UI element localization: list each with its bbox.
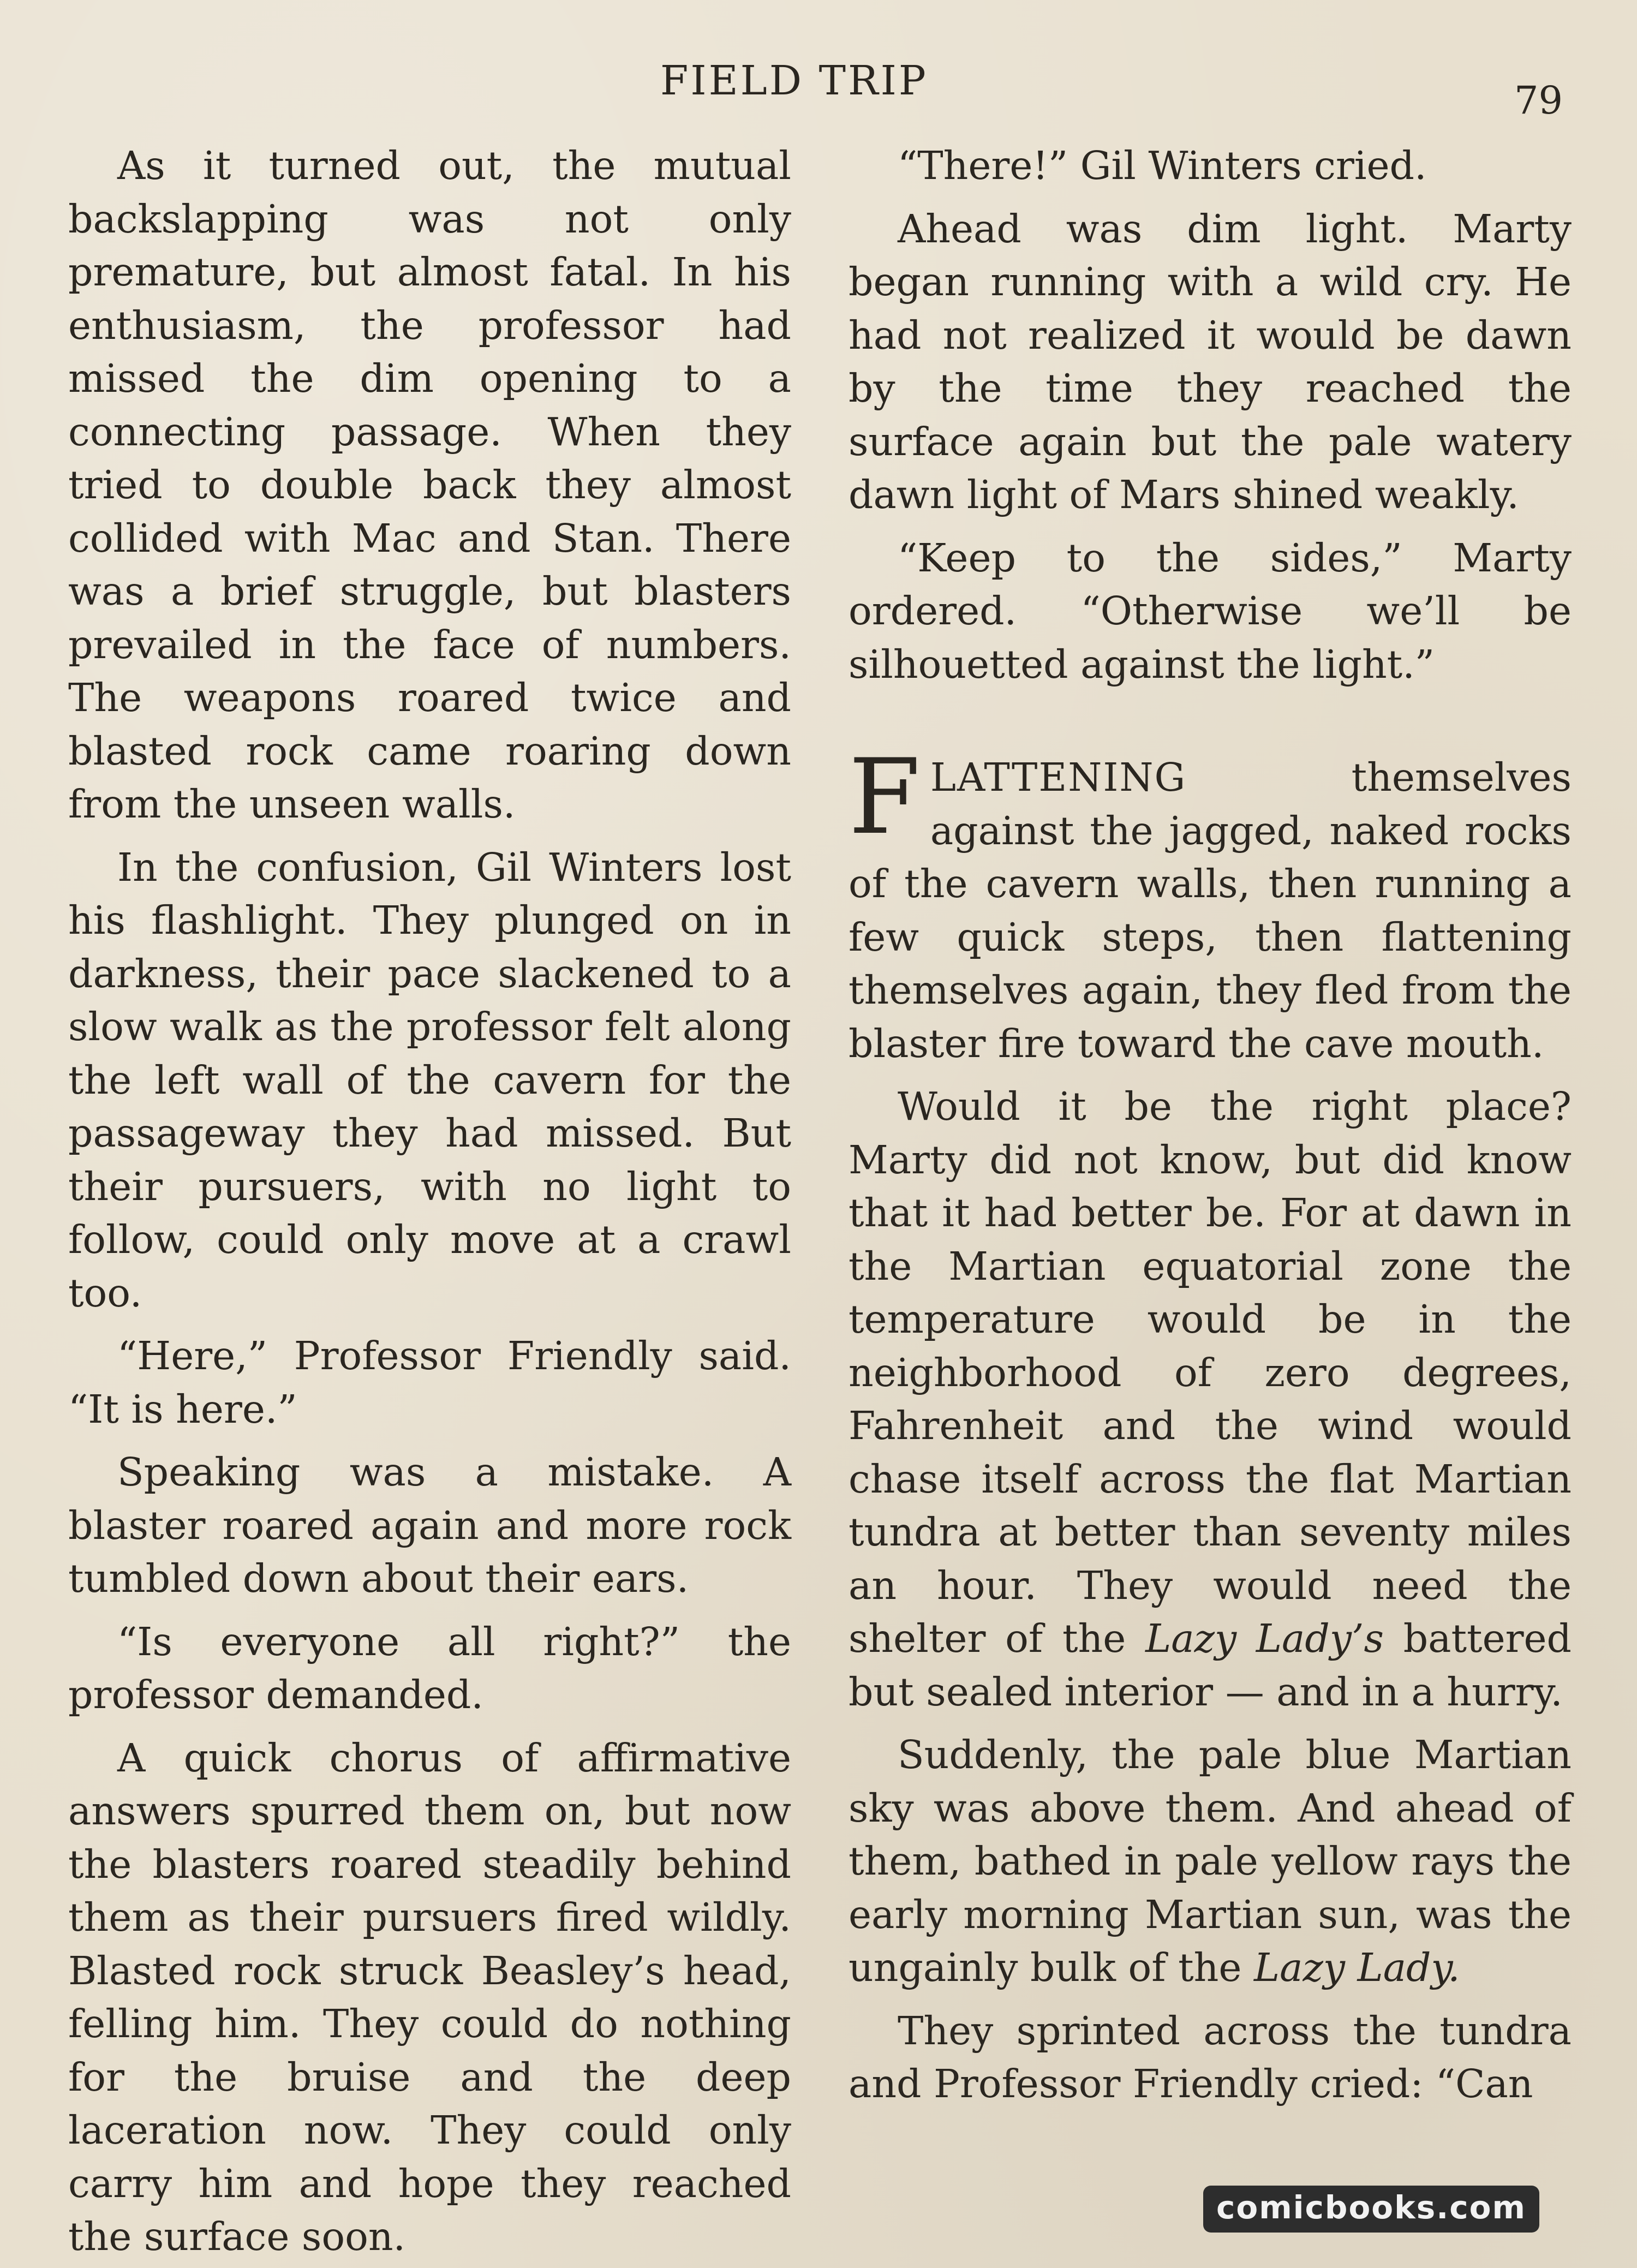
site-watermark: comicbooks.com bbox=[1203, 2186, 1539, 2233]
paragraph: “Is everyone all right?” the professor demanded. bbox=[68, 1619, 791, 1717]
paragraph-text: Would it be the right place? Marty did not know, but did know that it had better be. For at dawn in the Martian equatorial zone the temperature would be in the neighborhood of zero degrees, Fahrenheit and the wind would chase itself across the flat Martian tundra at better than seventy miles an hour. They would need the shelter of the bbox=[849, 1084, 1572, 1661]
paragraph bbox=[849, 1080, 1572, 1718]
page-number: 79 bbox=[1514, 78, 1563, 123]
left-column bbox=[68, 139, 791, 2259]
paragraph-text: battered but sealed interior — and in a hurry. bbox=[849, 1616, 1572, 1715]
paragraph: “Keep to the sides,” Marty ordered. “Otherwise we’ll be silhouetted against the light.” bbox=[849, 535, 1572, 687]
section-opening-paragraph bbox=[849, 737, 1572, 1070]
page-header bbox=[0, 57, 1637, 123]
section-lead-word: LATTENING bbox=[930, 755, 1187, 800]
paragraph: “There!” Gil Winters cried. bbox=[898, 143, 1427, 188]
ship-name: Lazy Lady. bbox=[1253, 1945, 1460, 1990]
paragraph: As it turned out, the mutual backslapping was not only premature, but almost fatal. In his enthusiasm, the professor had missed the dim opening to a connecting passage. When they tried to double back they almost collided with Mac and Stan. There was a brief struggle, but blasters prevailed in the face of numbers. The weapons roared twice and blasted rock came roaring down from the unseen walls. bbox=[68, 143, 791, 827]
paragraph: In the confusion, Gil Winters lost his flashlight. They plunged on in darkness, their pace slackened to a slow walk as the professor felt along the left wall of the cavern for the passageway they had missed. But their pursuers, with no light to follow, could only move at a crawl too. bbox=[68, 844, 791, 1316]
paragraph: Ahead was dim light. Marty began running with a wild cry. He had not realized it would be dawn by the time they reached the surface again but the pale watery dawn light of Mars shined weakly. bbox=[849, 206, 1572, 517]
running-title: FIELD TRIP bbox=[660, 57, 928, 104]
ship-name: Lazy Lady’s bbox=[1145, 1616, 1384, 1661]
drop-cap: F bbox=[849, 737, 921, 857]
paragraph: Speaking was a mistake. A blaster roared again and more rock tumbled down about their ears. bbox=[68, 1449, 791, 1601]
paragraph: They sprinted across the tundra and Professor Friendly cried: “Can bbox=[849, 2008, 1572, 2106]
paragraph-text: Suddenly, the pale blue Martian sky was above them. And ahead of them, bathed in pale yellow rays the early morning Martian sun, was the ungainly bulk of the bbox=[849, 1732, 1572, 1990]
paragraph-text: themselves against the jagged, naked rocks of the cavern walls, then running a few quick steps, then flattening themselves again, they fled from the blaster fire toward the cave mouth. bbox=[849, 755, 1572, 1066]
paragraph: A quick chorus of affirmative answers spurred them on, but now the blasters roared steadily behind them as their pursuers fired wildly. Blasted rock struck Beasley’s head, felling him. They could do nothing for the bruise and the deep laceration now. They could only carry him and hope they reached the surface soon. bbox=[68, 1735, 791, 2259]
paragraph: “Here,” Professor Friendly said. “It is here.” bbox=[68, 1333, 791, 1432]
paragraph bbox=[849, 1728, 1572, 1995]
right-column bbox=[849, 139, 1572, 2207]
